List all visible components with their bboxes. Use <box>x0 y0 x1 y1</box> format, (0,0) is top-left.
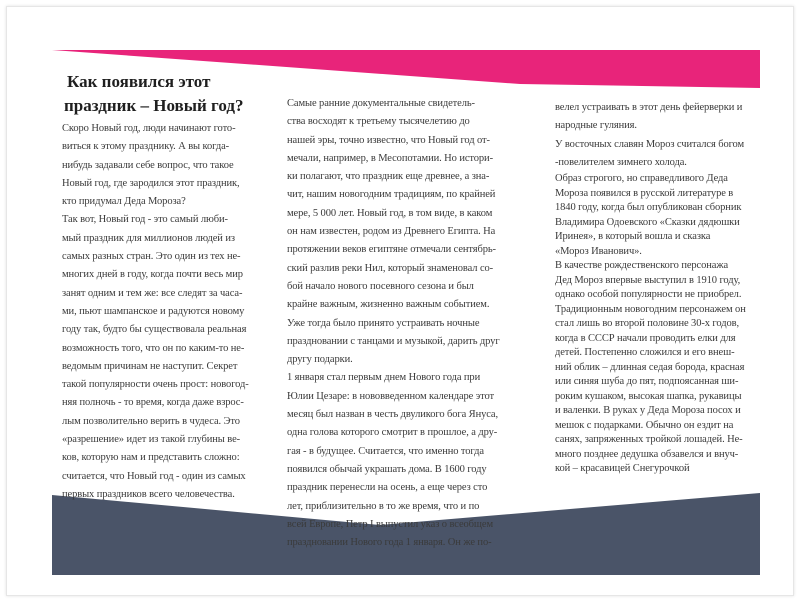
text-line: ми, пьют шампанское и радуются новому <box>62 305 245 317</box>
title-line-2: праздник – Новый год? <box>64 96 244 115</box>
text-line: велел устраивать в этот день фейерверки и <box>555 102 743 113</box>
text-line: одна голова которого смотрит в прошлое, а дру- <box>287 427 498 439</box>
text-line: всей Европе, Петр I выпустил указ о всеобщем <box>287 518 493 530</box>
column-2 <box>287 95 517 552</box>
text-line: самых разных стран. Это один из тех не- <box>62 251 241 263</box>
column-3-paragraph-1 <box>555 99 780 136</box>
text-line: Образ строгого, но справедливого Деда <box>555 173 728 185</box>
text-line: праздник перенесли на осень, а еще через сто <box>287 482 488 494</box>
text-line: году так, будто бы существовала реальная <box>62 324 247 336</box>
text-line: стал лишь во второй половине 30-х годов, <box>555 318 739 330</box>
text-line: многих дней в году, когда почти весь мир <box>62 269 243 281</box>
text-line: санях, запряженных тройкой лошадей. Не- <box>555 434 743 446</box>
text-line: Дед Мороз впервые выступил в 1910 году, <box>555 274 741 286</box>
text-line: и валенки. В руках у Деда Мороза посох и <box>555 405 741 417</box>
text-line: кто придумал Деда Мороза? <box>62 196 186 208</box>
column-3 <box>555 99 780 477</box>
text-line: лет, приблизительно в то же время, что и по <box>287 500 480 512</box>
text-line: нашей эры, точно известно, что Новый год от- <box>287 134 490 146</box>
text-line: первых праздников всего человечества. <box>62 488 235 500</box>
text-line: Самые ранние документальные свидетель- <box>287 98 475 109</box>
text-line: считается, что Новый год - один из самых <box>62 470 246 482</box>
column-3-paragraph-3 <box>555 172 780 477</box>
text-line: мешок с подарками. Обычно он ездит на <box>555 419 734 431</box>
text-line: много позднее дедушка обзавелся и внуч- <box>555 448 739 460</box>
text-line: Скоро Новый год, люди начинают гото- <box>62 123 236 134</box>
text-line: крайне важным, жизненно важным событием. <box>287 299 490 311</box>
text-line: ведомым причинам не наступит. Секрет <box>62 360 238 372</box>
text-line: праздновании Нового года 1 января. Он же по- <box>287 537 492 549</box>
text-line: Так вот, Новый год - это самый люби- <box>62 214 228 226</box>
text-line: виться к этому празднику. А вы когда- <box>62 141 230 153</box>
text-line: Традиционным новогодним персонажем он <box>555 303 746 315</box>
text-line: роким кушаком, высокая шапка, рукавицы <box>555 390 742 402</box>
column-1 <box>62 120 272 504</box>
text-line: занят одним и тем же: все следят за часа- <box>62 287 243 299</box>
page-title <box>64 70 294 118</box>
text-line: нибудь задавали себе вопрос, что такое <box>62 159 234 171</box>
text-line: мере, 5 000 лет. Новый год, в том виде, в каком <box>287 207 493 219</box>
text-line: Юлии Цезаре: в нововведенном календаре этот <box>287 390 495 402</box>
text-line: В качестве рождественского персонажа <box>555 260 729 272</box>
text-line: У восточных славян Мороз считался богом <box>555 138 745 150</box>
text-line: 1 января стал первым днем Нового года при <box>287 372 481 384</box>
text-line: возможность того, что он по каким-то не- <box>62 342 245 354</box>
text-line: когда в СССР начали проводить елки для <box>555 332 736 344</box>
title-line-1: Как появился этот <box>67 72 211 91</box>
intro-paragraph <box>62 120 272 211</box>
text-line: такой популярности очень прост: новогод- <box>62 379 249 391</box>
text-line: 1840 году, когда был опубликован сборник <box>555 202 742 214</box>
text-line: ский разлив реки Нил, который знаменовал со- <box>287 262 494 274</box>
text-line: мый праздник для миллионов людей из <box>62 232 235 244</box>
column-2-paragraph-1 <box>287 95 517 369</box>
text-line: ний облик – длинная седая борода, красная <box>555 361 745 373</box>
text-line: лым позволительно верить в чудеса. Это <box>62 415 240 427</box>
text-line: появился обычай украшать дома. В 1600 году <box>287 463 487 475</box>
column-2-paragraph-2 <box>287 369 517 552</box>
text-line: «Мороз Иванович». <box>555 245 642 257</box>
text-line: ки полагают, что праздник еще древнее, а зна- <box>287 171 490 183</box>
text-line: Уже тогда было принято устраивать ночные <box>287 317 480 329</box>
text-line: он нам известен, родом из Древнего Египта. На <box>287 226 496 238</box>
text-line: Владимира Одоевского «Сказки дядюшки <box>555 216 740 228</box>
text-line: месяц был назван в честь двуликого бога Януса, <box>287 409 499 421</box>
text-line: народные гуляния. <box>555 120 637 132</box>
text-line: бой начало нового посевного сезона и был <box>287 280 474 292</box>
column-3-paragraph-2 <box>555 136 780 173</box>
text-line: детей. Постепенно сложился и его внеш- <box>555 347 735 359</box>
text-line: однако особой популярности не приобрел. <box>555 289 742 301</box>
text-line: мечали, например, в Месопотамии. Но истори- <box>287 152 493 164</box>
text-line: Мороза появился в русской литературе в <box>555 187 734 199</box>
text-line: другу подарки. <box>287 354 353 366</box>
text-line: протяжении веков египтяне отмечали сентябрь- <box>287 244 496 256</box>
text-line: ков, которую нам и представить сложно: <box>62 452 240 464</box>
text-line: -повелителем зимнего холода. <box>555 156 687 168</box>
text-line: ства восходят к третьему тысячелетию до <box>287 116 470 128</box>
column-1-paragraph <box>62 211 272 504</box>
text-line: Иринея», в который вошла и сказка <box>555 231 711 243</box>
text-line: «разрешение» идет из такой глубины ве- <box>62 434 241 446</box>
text-line: гая - в будущее. Считается, что именно тогда <box>287 445 484 457</box>
text-line: кой – красавицей Снегурочкой <box>555 463 690 475</box>
text-line: или синяя шуба до пят, подпоясанная ши- <box>555 376 739 388</box>
text-line: няя полночь - то время, когда даже взрос- <box>62 397 244 409</box>
text-line: Новый год, где зародился этот праздник, <box>62 177 240 189</box>
text-line: праздновании с танцами и музыкой, дарить друг <box>287 335 500 347</box>
text-line: чит, нашим новогодним традициям, по крайней <box>287 189 496 201</box>
